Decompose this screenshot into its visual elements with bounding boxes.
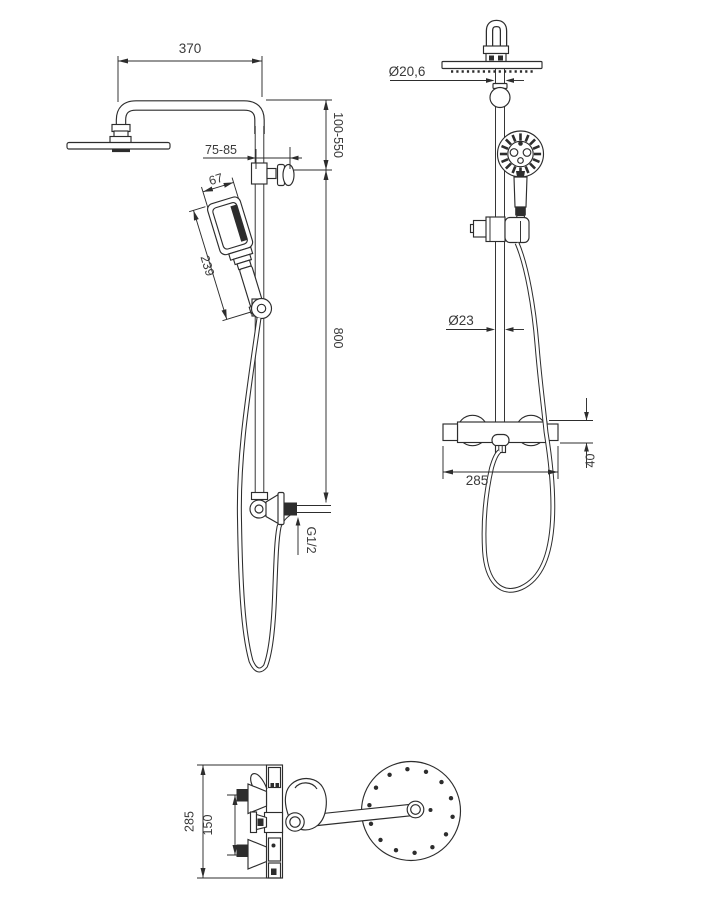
dim-mixer-width-label: 285 [465,473,489,488]
dim-pipe-diameter-label: Ø20,6 [388,64,426,79]
dim-head-height-range [266,100,345,170]
slider-holder-front [471,217,530,243]
inlet-connection-top-2 [237,840,267,870]
dim-handset-length-label: 239 [197,253,218,278]
dim-rail-diameter [446,313,524,332]
dim-wall-distance-label: 75-85 [205,143,237,157]
shower-pipe-front [496,69,505,423]
shower-arm-side [121,106,260,137]
inlet-connection-top-1 [237,784,267,814]
dim-handset-width-label: 67 [207,170,225,189]
dim-rail-height [326,170,345,503]
handset-holder-side [252,299,272,319]
mixer-front [443,415,558,452]
dim-overall-depth-label: 285 [182,811,197,832]
wall-bracket-front [490,84,510,108]
inlet-thread-label: G1/2 [304,526,318,554]
wall-bracket-side [252,163,295,186]
rain-head-front [442,62,542,72]
side-view [67,41,345,670]
dim-inlet-spacing-label: 150 [201,814,215,836]
hose-front [484,243,553,590]
front-view [389,24,598,591]
dim-mixer-height-label: 40 [583,453,598,468]
rail-top [286,813,304,831]
dim-arm-length-label: 370 [178,41,202,56]
shower-arm-front [490,24,504,50]
dim-arm-length [118,41,262,102]
dim-head-height-range-label: 100-550 [331,112,345,158]
mixer-body-top [265,765,283,878]
inlet-thread-callout [296,517,318,555]
inlet-elbow-side [250,493,331,525]
dim-rail-height-label: 800 [331,327,345,349]
arm-connector-front [484,46,509,62]
dim-rail-diameter-label: Ø23 [448,313,474,328]
top-view [183,762,461,879]
rain-head-side [67,125,170,153]
